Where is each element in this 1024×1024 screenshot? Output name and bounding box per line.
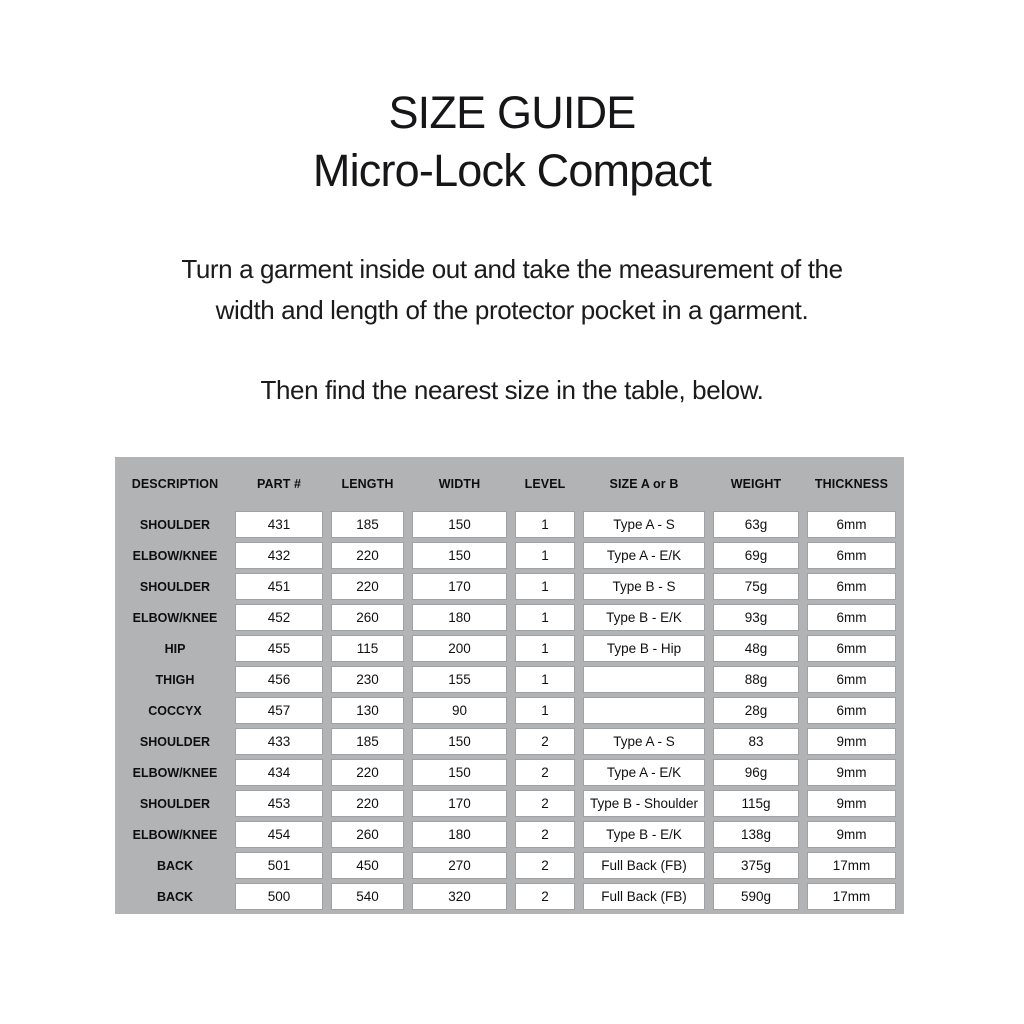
cell-size-a-or-b: Type B - E/K: [583, 604, 705, 631]
cell-part: 456: [235, 666, 323, 693]
row-description: ELBOW/KNEE: [132, 827, 218, 842]
row-description: BACK: [156, 858, 194, 873]
cell-length: 450: [331, 852, 404, 879]
cell-width: 150: [412, 728, 507, 755]
cell-size-a-or-b: [583, 697, 705, 724]
table-row: [123, 666, 896, 693]
cell-part: 452: [235, 604, 323, 631]
cell-thickness: 9mm: [807, 759, 896, 786]
cell-level: 2: [515, 759, 575, 786]
cell-part: 451: [235, 573, 323, 600]
table-row: [123, 790, 896, 817]
cell-size-a-or-b: [583, 666, 705, 693]
table-row: [123, 852, 896, 879]
cell-weight: 115g: [713, 790, 799, 817]
cell-part: 453: [235, 790, 323, 817]
cell-thickness: 9mm: [807, 728, 896, 755]
table-row: [123, 511, 896, 538]
cell-length: 130: [331, 697, 404, 724]
column-header-size-a-or-b: SIZE A or B: [609, 477, 679, 491]
column-header-level: LEVEL: [524, 477, 566, 491]
cell-thickness: 6mm: [807, 666, 896, 693]
page-title-line-1: SIZE GUIDE: [388, 87, 636, 138]
row-description: SHOULDER: [139, 579, 211, 594]
cell-weight: 93g: [713, 604, 799, 631]
instruction-line-2: width and length of the protector pocket in a garment.: [215, 295, 809, 325]
cell-weight: 63g: [713, 511, 799, 538]
cell-weight: 28g: [713, 697, 799, 724]
cell-weight: 138g: [713, 821, 799, 848]
table-row: [123, 697, 896, 724]
row-description: HIP: [164, 641, 186, 656]
row-description: COCCYX: [148, 703, 202, 718]
cell-size-a-or-b: Type B - S: [583, 573, 705, 600]
row-description: SHOULDER: [139, 734, 211, 749]
page-title-line-2: Micro-Lock Compact: [312, 145, 712, 196]
cell-thickness: 9mm: [807, 821, 896, 848]
cell-width: 150: [412, 511, 507, 538]
size-table-panel: [115, 457, 904, 914]
cell-level: 1: [515, 573, 575, 600]
cell-length: 260: [331, 821, 404, 848]
instruction-paragraph-2: [0, 370, 1024, 411]
cell-width: 180: [412, 604, 507, 631]
cell-level: 1: [515, 697, 575, 724]
row-description: BACK: [156, 889, 194, 904]
cell-width: 150: [412, 542, 507, 569]
cell-length: 230: [331, 666, 404, 693]
cell-part: 457: [235, 697, 323, 724]
column-header-length: LENGTH: [341, 477, 394, 491]
cell-size-a-or-b: Type A - E/K: [583, 542, 705, 569]
cell-width: 150: [412, 759, 507, 786]
cell-width: 90: [412, 697, 507, 724]
cell-width: 155: [412, 666, 507, 693]
page-title: [0, 84, 1024, 200]
table-row: [123, 573, 896, 600]
table-row: [123, 728, 896, 755]
instruction-line-1: Turn a garment inside out and take the measurement of the: [181, 254, 843, 284]
cell-level: 2: [515, 852, 575, 879]
cell-level: 1: [515, 542, 575, 569]
table-row: [123, 542, 896, 569]
cell-weight: 88g: [713, 666, 799, 693]
cell-thickness: 6mm: [807, 635, 896, 662]
cell-size-a-or-b: Type A - S: [583, 728, 705, 755]
cell-level: 2: [515, 728, 575, 755]
cell-weight: 590g: [713, 883, 799, 910]
cell-size-a-or-b: Type A - E/K: [583, 759, 705, 786]
table-row: [123, 635, 896, 662]
size-table: [115, 457, 904, 914]
table-row: [123, 759, 896, 786]
row-description: ELBOW/KNEE: [132, 548, 218, 563]
cell-length: 260: [331, 604, 404, 631]
cell-length: 220: [331, 573, 404, 600]
cell-width: 170: [412, 790, 507, 817]
cell-size-a-or-b: Type B - E/K: [583, 821, 705, 848]
column-header-thickness: THICKNESS: [814, 477, 889, 491]
cell-length: 220: [331, 790, 404, 817]
cell-part: 500: [235, 883, 323, 910]
table-header-row: [123, 461, 896, 507]
cell-size-a-or-b: Full Back (FB): [583, 883, 705, 910]
column-header-description: DESCRIPTION: [131, 477, 219, 491]
cell-weight: 48g: [713, 635, 799, 662]
cell-thickness: 17mm: [807, 852, 896, 879]
cell-level: 2: [515, 821, 575, 848]
cell-length: 185: [331, 728, 404, 755]
cell-level: 1: [515, 511, 575, 538]
row-description: ELBOW/KNEE: [132, 765, 218, 780]
table-row: [123, 883, 896, 910]
cell-weight: 96g: [713, 759, 799, 786]
cell-size-a-or-b: Type B - Hip: [583, 635, 705, 662]
cell-level: 2: [515, 883, 575, 910]
cell-level: 2: [515, 790, 575, 817]
cell-width: 320: [412, 883, 507, 910]
cell-part: 501: [235, 852, 323, 879]
table-row: [123, 821, 896, 848]
cell-width: 200: [412, 635, 507, 662]
cell-length: 540: [331, 883, 404, 910]
cell-length: 115: [331, 635, 404, 662]
cell-part: 434: [235, 759, 323, 786]
cell-length: 220: [331, 759, 404, 786]
instruction-line-3: Then find the nearest size in the table, below.: [260, 375, 764, 405]
cell-weight: 69g: [713, 542, 799, 569]
cell-part: 432: [235, 542, 323, 569]
column-header-width: WIDTH: [438, 477, 481, 491]
cell-thickness: 6mm: [807, 511, 896, 538]
cell-length: 185: [331, 511, 404, 538]
cell-thickness: 17mm: [807, 883, 896, 910]
cell-level: 1: [515, 604, 575, 631]
row-description: SHOULDER: [139, 517, 211, 532]
cell-size-a-or-b: Type A - S: [583, 511, 705, 538]
cell-part: 455: [235, 635, 323, 662]
cell-width: 170: [412, 573, 507, 600]
instruction-paragraph: [0, 249, 1024, 331]
cell-width: 180: [412, 821, 507, 848]
cell-thickness: 6mm: [807, 604, 896, 631]
column-header-weight: WEIGHT: [730, 477, 782, 491]
cell-weight: 375g: [713, 852, 799, 879]
cell-thickness: 9mm: [807, 790, 896, 817]
cell-thickness: 6mm: [807, 697, 896, 724]
cell-part: 454: [235, 821, 323, 848]
table-body: [123, 511, 896, 910]
cell-weight: 83: [713, 728, 799, 755]
column-header-part: PART #: [256, 477, 302, 491]
cell-level: 1: [515, 635, 575, 662]
cell-level: 1: [515, 666, 575, 693]
cell-size-a-or-b: Full Back (FB): [583, 852, 705, 879]
row-description: ELBOW/KNEE: [132, 610, 218, 625]
row-description: SHOULDER: [139, 796, 211, 811]
cell-length: 220: [331, 542, 404, 569]
row-description: THIGH: [155, 672, 195, 687]
cell-thickness: 6mm: [807, 573, 896, 600]
cell-size-a-or-b: Type B - Shoulder: [583, 790, 705, 817]
table-row: [123, 604, 896, 631]
cell-part: 431: [235, 511, 323, 538]
cell-part: 433: [235, 728, 323, 755]
cell-thickness: 6mm: [807, 542, 896, 569]
cell-weight: 75g: [713, 573, 799, 600]
cell-width: 270: [412, 852, 507, 879]
